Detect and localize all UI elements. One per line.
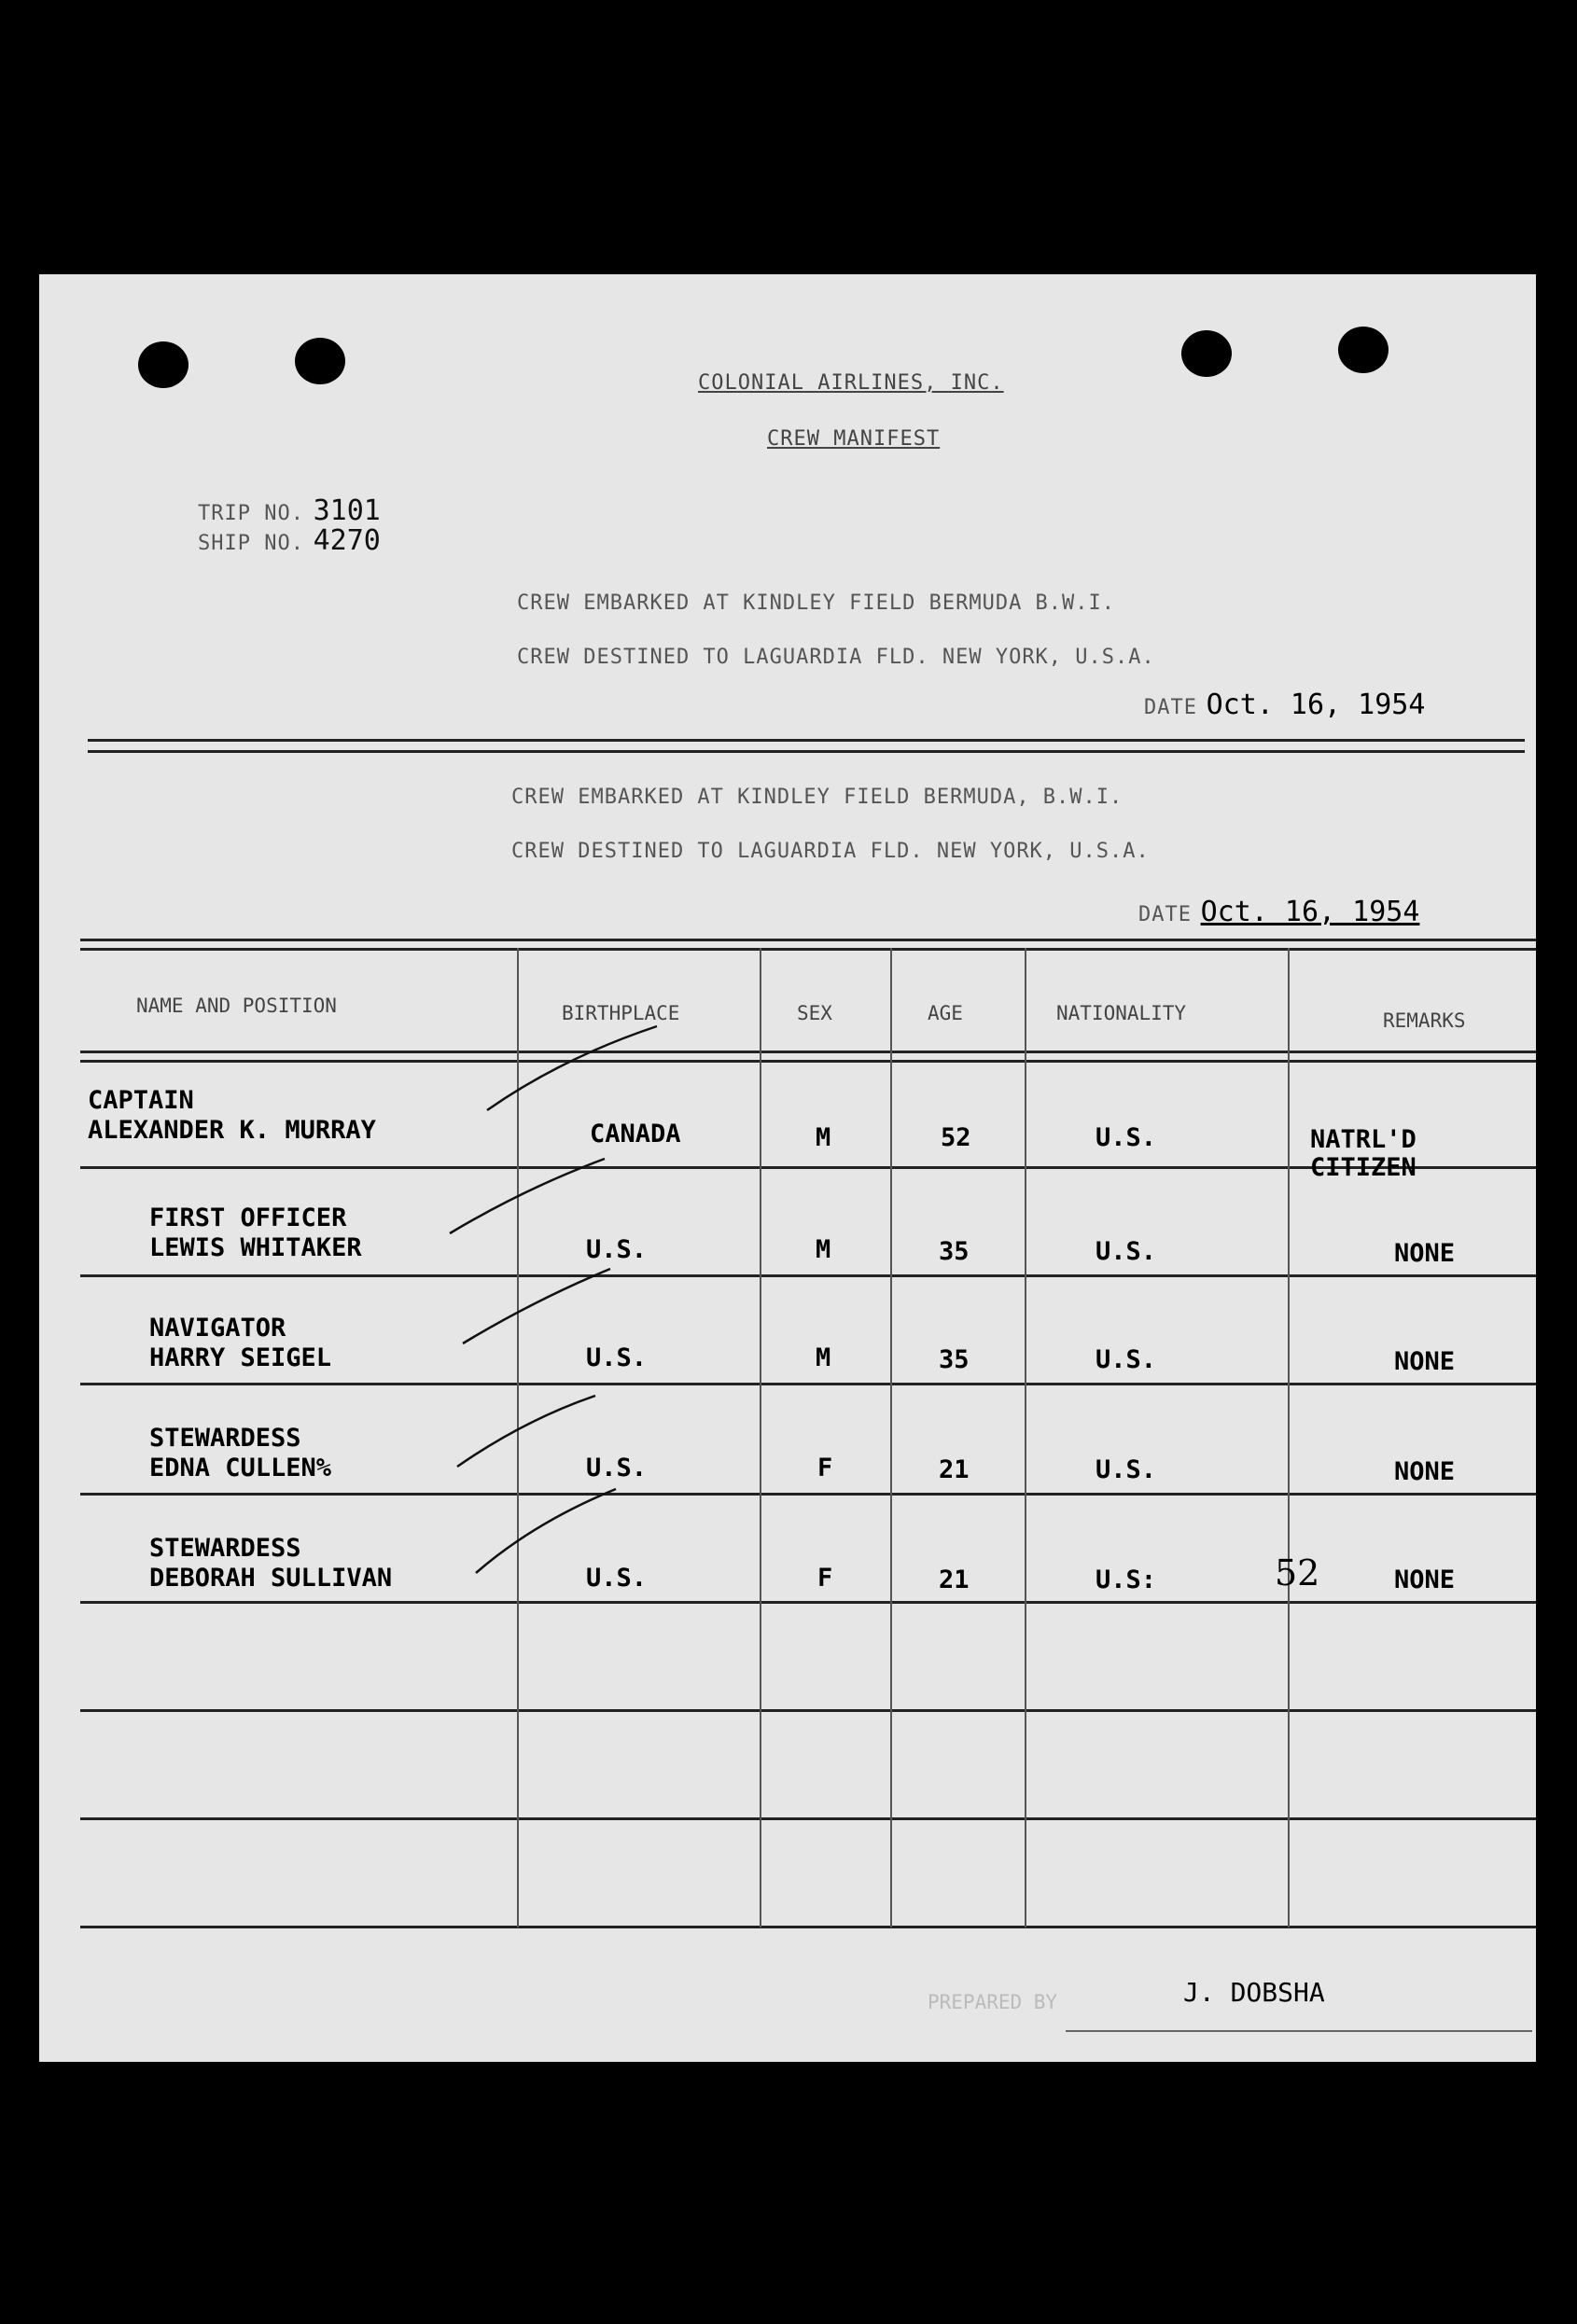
date-value-2: Oct. 16, 1954 [1200, 896, 1420, 928]
crew-name: LEWIS WHITAKER [149, 1233, 362, 1262]
crew-sex: M [816, 1343, 831, 1372]
crew-nationality: U.S. [1096, 1345, 1157, 1374]
col-header-name: NAME AND POSITION [136, 995, 337, 1017]
crew-position: STEWARDESS [149, 1534, 301, 1563]
crew-name: DEBORAH SULLIVAN [149, 1564, 393, 1593]
col-header-remarks: REMARKS [1383, 1009, 1466, 1032]
embarked-line-2: CREW EMBARKED AT KINDLEY FIELD BERMUDA, B.W.I. [511, 786, 1123, 809]
ship-number: 4270 [313, 524, 381, 557]
col-header-sex: SEX [797, 1002, 832, 1024]
crew-name: EDNA CULLEN% [149, 1454, 332, 1482]
crew-name: HARRY SEIGEL [149, 1343, 332, 1372]
crew-sex: M [816, 1123, 831, 1152]
col-header-nationality: NATIONALITY [1056, 1002, 1187, 1024]
crew-nationality: U.S. [1096, 1455, 1157, 1484]
date-value-1: Oct. 16, 1954 [1206, 689, 1426, 721]
crew-age: 35 [939, 1345, 970, 1374]
crew-remarks: NONE [1394, 1347, 1456, 1376]
crew-age: 21 [939, 1455, 970, 1484]
crew-remarks: NONE [1394, 1457, 1456, 1486]
prepared-by-name: J. DOBSHA [1183, 1977, 1325, 2008]
crew-birthplace: U.S. [586, 1343, 648, 1372]
crew-position: CAPTAIN [88, 1086, 194, 1115]
crew-sex: M [816, 1235, 831, 1264]
crew-birthplace: U.S. [586, 1235, 648, 1264]
crew-position: NAVIGATOR [149, 1314, 286, 1343]
pen-check-marks [39, 274, 1536, 2062]
col-header-age: AGE [928, 1002, 963, 1024]
date-label-2: DATE [1138, 903, 1192, 926]
crew-remarks: NONE [1394, 1239, 1456, 1268]
destined-line-2: CREW DESTINED TO LAGUARDIA FLD. NEW YORK, U.S.A. [511, 840, 1150, 863]
crew-birthplace: U.S. [586, 1454, 648, 1482]
trip-label: TRIP NO. [198, 502, 304, 525]
crew-nationality: U.S. [1096, 1237, 1157, 1266]
crew-position: STEWARDESS [149, 1424, 301, 1453]
ship-label: SHIP NO. [198, 532, 304, 555]
date-label-1: DATE [1144, 696, 1197, 719]
crew-sex: F [817, 1454, 833, 1482]
trip-number: 3101 [313, 494, 381, 527]
crew-age: 35 [939, 1237, 970, 1266]
crew-remarks: CITIZEN [1310, 1153, 1417, 1182]
crew-age: 21 [939, 1566, 970, 1594]
crew-age: 52 [941, 1123, 971, 1152]
crew-birthplace: U.S. [586, 1564, 648, 1593]
col-header-birthplace: BIRTHPLACE [562, 1002, 680, 1024]
crew-name: ALEXANDER K. MURRAY [88, 1116, 376, 1145]
crew-sex: F [817, 1564, 833, 1593]
crew-position: FIRST OFFICER [149, 1204, 347, 1232]
crew-nationality: U.S. [1096, 1123, 1157, 1152]
crew-birthplace: CANADA [590, 1120, 681, 1148]
destined-line-1: CREW DESTINED TO LAGUARDIA FLD. NEW YORK, U.S.A. [517, 646, 1155, 669]
crew-nationality: U.S: [1096, 1566, 1157, 1594]
handwritten-note: 52 [1275, 1552, 1320, 1593]
crew-remarks: NONE [1394, 1566, 1456, 1594]
company-name: COLONIAL AIRLINES, INC. [698, 371, 1004, 395]
crew-remarks: NATRL'D [1310, 1125, 1417, 1154]
document-title: CREW MANIFEST [767, 427, 941, 451]
manifest-sheet [39, 274, 1536, 2062]
embarked-line-1: CREW EMBARKED AT KINDLEY FIELD BERMUDA B.W.I. [517, 591, 1116, 615]
prepared-by-label: PREPARED BY [928, 1991, 1058, 2013]
